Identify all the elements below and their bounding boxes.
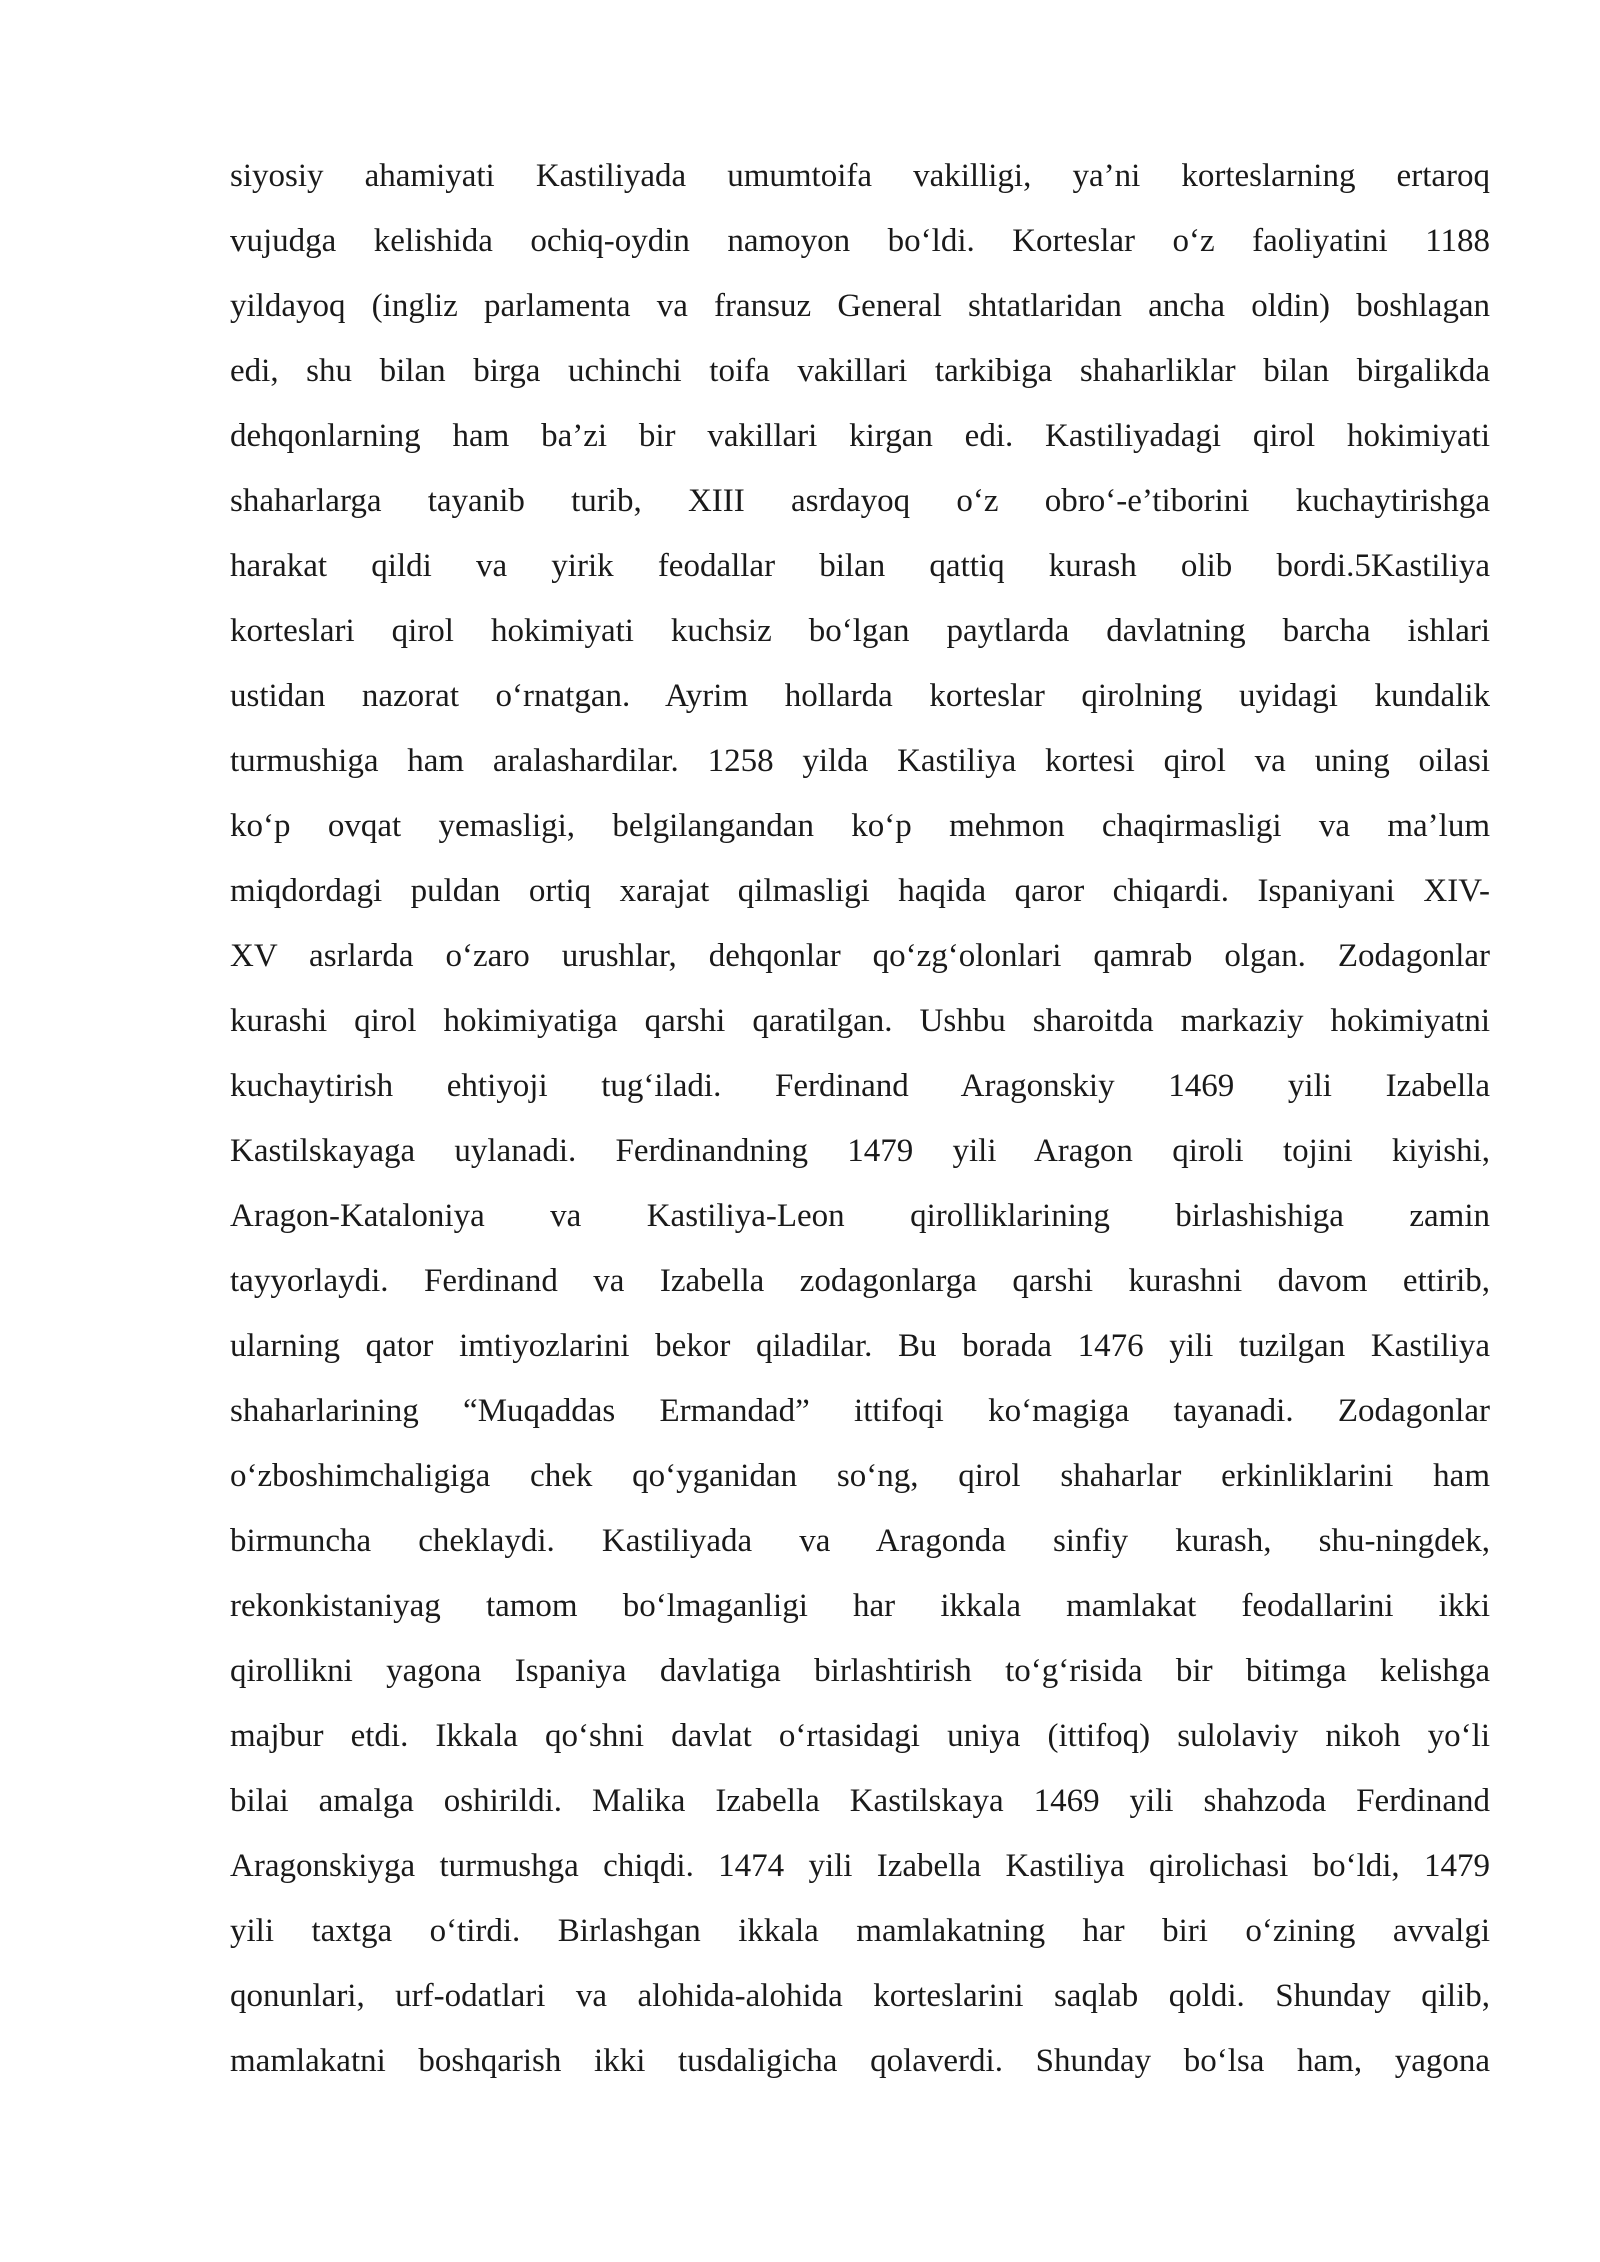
text-line: rekonkistaniyag tamom bo‘lmaganligi har ikkala mamlakat feodallarini ikki: [230, 1588, 1490, 1624]
text-line: edi, shu bilan birga uchinchi toifa vakillari tarkibiga shaharliklar bilan birgalikda: [230, 353, 1490, 389]
text-line: shaharlarga tayanib turib, XIII asrdayoq o‘z obro‘-e’tiborini kuchaytirishga: [230, 483, 1490, 519]
text-line: dehqonlarning ham ba’zi bir vakillari kirgan edi. Kastiliyadagi qirol hokimiyati: [230, 418, 1490, 454]
text-line: birmuncha cheklaydi. Kastiliyada va Aragonda sinfiy kurash, shu-ningdek,: [230, 1523, 1490, 1559]
text-line: yildayoq (ingliz parlamenta va fransuz General shtatlaridan ancha oldin) boshlagan: [230, 288, 1490, 324]
text-line: ko‘p ovqat yemasligi, belgilangandan ko‘p mehmon chaqirmasligi va ma’lum: [230, 808, 1490, 844]
text-line: Aragonskiyga turmushga chiqdi. 1474 yili Izabella Kastiliya qirolichasi bo‘ldi, 1479: [230, 1848, 1490, 1884]
text-line: Kastilskayaga uylanadi. Ferdinandning 1479 yili Aragon qiroli tojini kiyishi,: [230, 1133, 1490, 1169]
text-line: qonunlari, urf-odatlari va alohida-alohida korteslarini saqlab qoldi. Shunday qilib,: [230, 1978, 1490, 2014]
text-line: o‘zboshimchaligiga chek qo‘yganidan so‘ng, qirol shaharlar erkinliklarini ham: [230, 1458, 1490, 1494]
text-line: Aragon-Kataloniya va Kastiliya-Leon qirolliklarining birlashishiga zamin: [230, 1198, 1490, 1234]
text-line: korteslari qirol hokimiyati kuchsiz bo‘lgan paytlarda davlatning barcha ishlari: [230, 613, 1490, 649]
text-line: ustidan nazorat o‘rnatgan. Ayrim hollarda korteslar qirolning uyidagi kundalik: [230, 678, 1490, 714]
text-line: shaharlarining “Muqaddas Ermandad” ittifoqi ko‘magiga tayanadi. Zodagonlar: [230, 1393, 1490, 1429]
text-line: siyosiy ahamiyati Kastiliyada umumtoifa vakilligi, ya’ni korteslarning ertaroq: [230, 158, 1490, 194]
text-line: harakat qildi va yirik feodallar bilan qattiq kurash olib bordi.5Kastiliya: [230, 548, 1490, 584]
text-line: vujudga kelishida ochiq-oydin namoyon bo‘ldi. Korteslar o‘z faoliyatini 1188: [230, 223, 1490, 259]
text-line: qirollikni yagona Ispaniya davlatiga birlashtirish to‘g‘risida bir bitimga kelishga: [230, 1653, 1490, 1689]
text-line: miqdordagi puldan ortiq xarajat qilmasligi haqida qaror chiqardi. Ispaniyani XIV-: [230, 873, 1490, 909]
text-line: tayyorlaydi. Ferdinand va Izabella zodagonlarga qarshi kurashni davom ettirib,: [230, 1263, 1490, 1299]
text-line: XV asrlarda o‘zaro urushlar, dehqonlar qo‘zg‘olonlari qamrab olgan. Zodagonlar: [230, 938, 1490, 974]
body-text: [230, 151, 1490, 2101]
text-line: kuchaytirish ehtiyoji tug‘iladi. Ferdinand Aragonskiy 1469 yili Izabella: [230, 1068, 1490, 1104]
text-line: bilai amalga oshirildi. Malika Izabella Kastilskaya 1469 yili shahzoda Ferdinand: [230, 1783, 1490, 1819]
text-line: mamlakatni boshqarish ikki tusdaligicha qolaverdi. Shunday bo‘lsa ham, yagona: [230, 2043, 1490, 2079]
text-line: ularning qator imtiyozlarini bekor qiladilar. Bu borada 1476 yili tuzilgan Kastiliya: [230, 1328, 1490, 1364]
text-line: kurashi qirol hokimiyatiga qarshi qaratilgan. Ushbu sharoitda markaziy hokimiyatni: [230, 1003, 1490, 1039]
text-line: majbur etdi. Ikkala qo‘shni davlat o‘rtasidagi uniya (ittifoq) sulolaviy nikoh yo‘li: [230, 1718, 1490, 1754]
text-line: turmushiga ham aralashardilar. 1258 yilda Kastiliya kortesi qirol va uning oilasi: [230, 743, 1490, 779]
text-line: yili taxtga o‘tirdi. Birlashgan ikkala mamlakatning har biri o‘zining avvalgi: [230, 1913, 1490, 1949]
